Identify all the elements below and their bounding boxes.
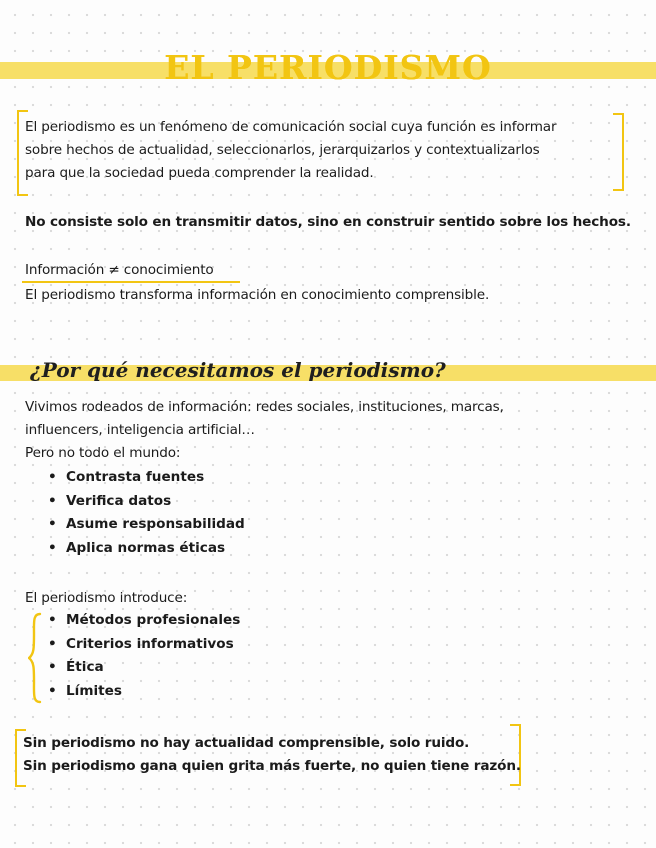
section-heading: ¿Por qué necesitamos el periodismo? <box>30 358 446 382</box>
list-item: • Métodos profesionales <box>46 609 240 633</box>
list-item: • Verifica datos <box>46 490 245 514</box>
section-line-1: Vivimos rodeados de información: redes sociales, instituciones, marcas, <box>25 399 504 415</box>
list-item: • Ética <box>46 656 240 680</box>
conclusion-line-2: Sin periodismo gana quien grita más fuerte, no quien tiene razón. <box>23 758 521 774</box>
not-everyone-list <box>46 466 245 561</box>
intro-right-bracket <box>613 113 624 191</box>
formula-text: El periodismo transforma información en conocimiento comprensible. <box>25 287 490 303</box>
introduces-list <box>46 609 240 704</box>
list-item: • Asume responsabilidad <box>46 513 245 537</box>
statement-text: No consiste solo en transmitir datos, sino en construir sentido sobre los hechos. <box>25 214 631 230</box>
conclusion-line-1: Sin periodismo no hay actualidad comprensible, solo ruido. <box>23 735 470 751</box>
formula-underline <box>22 281 240 283</box>
intro-paragraph <box>25 116 556 185</box>
conclusion-paragraph <box>23 732 521 778</box>
intro-line-3: para que la sociedad pueda comprender la realidad. <box>25 165 374 181</box>
section-paragraph <box>25 396 504 465</box>
page-title: EL PERIODISMO <box>164 48 492 87</box>
formula-label: Información ≠ conocimiento <box>25 262 214 278</box>
list-item: • Aplica normas éticas <box>46 537 245 561</box>
list-item: • Contrasta fuentes <box>46 466 245 490</box>
section-line-2: influencers, inteligencia artificial… <box>25 422 255 438</box>
section-line-3: Pero no todo el mundo: <box>25 445 181 461</box>
list-item: • Criterios informativos <box>46 633 240 657</box>
list-item: • Límites <box>46 680 240 704</box>
intro-line-1: El periodismo es un fenómeno de comunicación social cuya función es informar <box>25 119 557 135</box>
introduces-label: El periodismo introduce: <box>25 590 188 606</box>
intro-line-2: sobre hechos de actualidad, seleccionarlos, jerarquizarlos y contextualizarlos <box>25 142 540 158</box>
curly-brace <box>28 612 42 704</box>
